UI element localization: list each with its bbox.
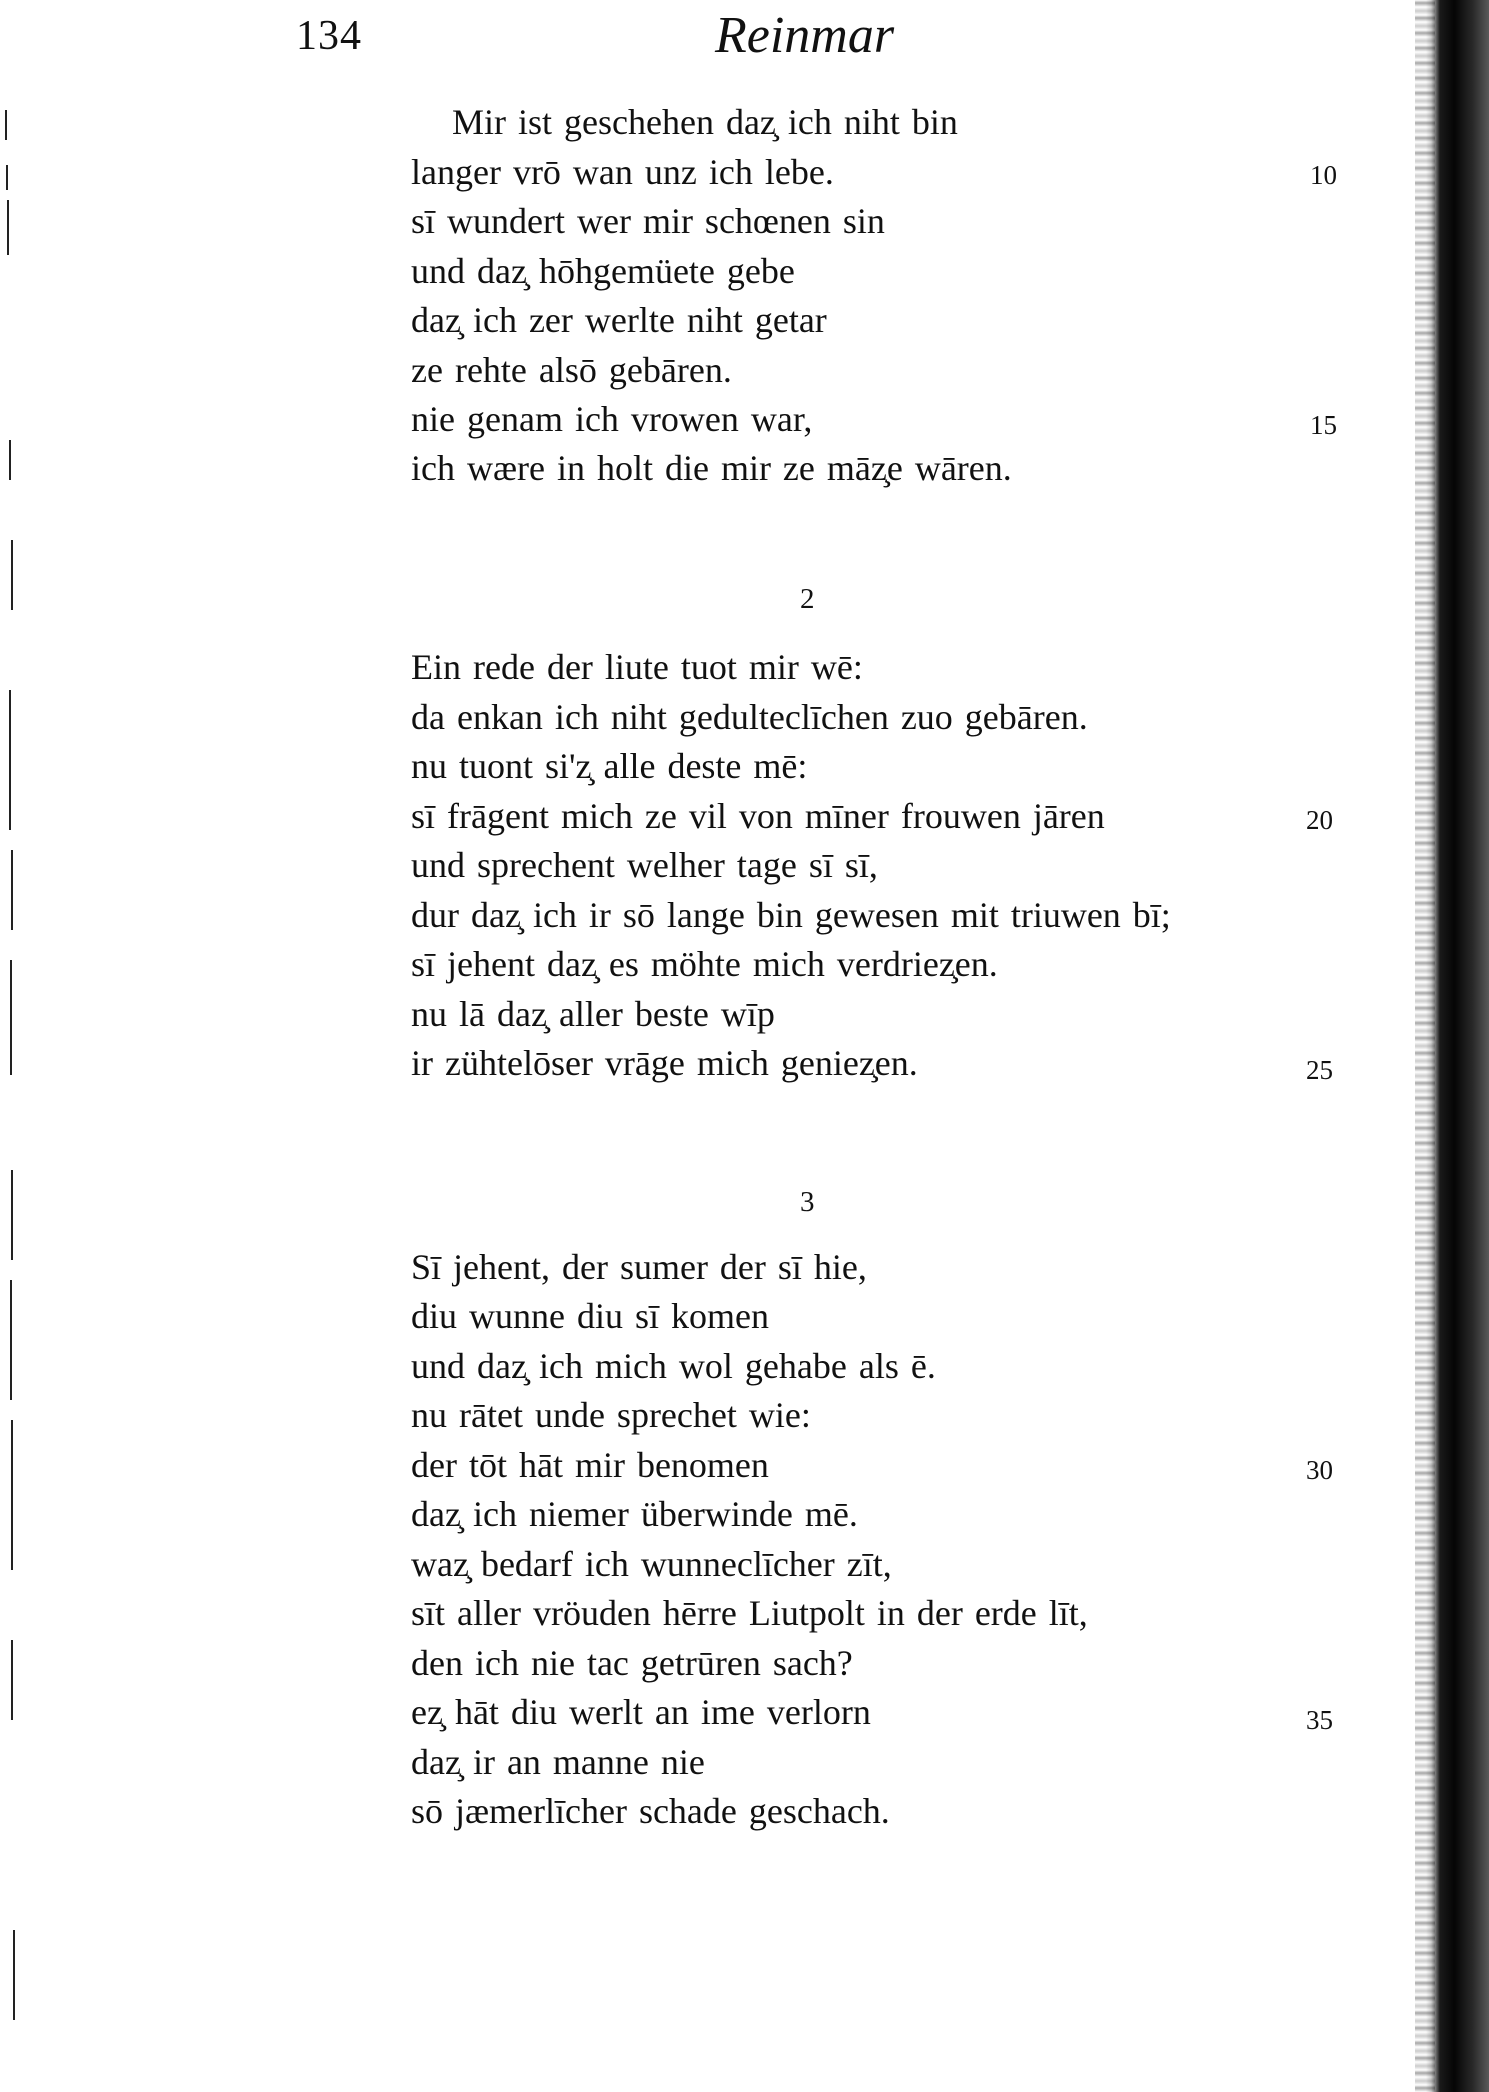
verse-line: und daz̧ hōhgemüete gebe xyxy=(411,251,795,291)
verse-line: Ein rede der liute tuot mir wē: xyxy=(411,647,863,687)
verse-line: ze rehte alsō gebāren. xyxy=(411,350,732,390)
verse-line: da enkan ich niht gedulteclīchen zuo gebāren. xyxy=(411,697,1088,737)
section-number: 3 xyxy=(800,1186,815,1218)
verse-line: der tōt hāt mir benomen xyxy=(411,1445,769,1485)
verse-line: daz̧ ich niemer überwinde mē. xyxy=(411,1494,858,1534)
verse-line: ir zühtelōser vrāge mich geniez̧en. xyxy=(411,1043,918,1083)
section-number: 2 xyxy=(800,583,815,615)
left-margin-scan-specks xyxy=(0,0,30,2092)
binding-edge-texture xyxy=(1415,0,1435,2092)
verse-line: den ich nie tac getrūren sach? xyxy=(411,1643,853,1683)
binding-shadow xyxy=(1426,0,1489,2092)
verse-line: sī wundert wer mir schœnen sin xyxy=(411,201,885,241)
verse-line: langer vrō wan unz ich lebe. xyxy=(411,152,834,192)
line-number: 25 xyxy=(1306,1055,1333,1085)
line-number: 30 xyxy=(1306,1455,1333,1485)
verse-line: daz̧ ir an manne nie xyxy=(411,1742,705,1782)
line-number: 35 xyxy=(1306,1705,1333,1735)
verse-line: Sī jehent, der sumer der sī hie, xyxy=(411,1247,867,1287)
verse-line: sō jæmerlīcher schade geschach. xyxy=(411,1791,890,1831)
page-number: 134 xyxy=(296,13,362,59)
verse-line: nie genam ich vrowen war, xyxy=(411,399,813,439)
verse-line: und sprechent welher tage sī sī, xyxy=(411,845,878,885)
running-head: Reinmar xyxy=(715,7,895,64)
line-number: 20 xyxy=(1306,805,1333,835)
verse-line: sī jehent daz̧ es möhte mich verdriez̧en. xyxy=(411,944,998,984)
line-number: 15 xyxy=(1310,410,1337,440)
verse-line: Mir ist geschehen daz̧ ich niht bin xyxy=(452,102,958,142)
verse-line: waz̧ bedarf ich wunneclīcher zīt, xyxy=(411,1544,892,1584)
verse-line: dur daz̧ ich ir sō lange bin gewesen mit triuwen bī; xyxy=(411,895,1171,935)
verse-line: nu lā daz̧ aller beste wīp xyxy=(411,994,775,1034)
verse-line: nu tuont si'z̧ alle deste mē: xyxy=(411,746,808,786)
verse-line: und daz̧ ich mich wol gehabe als ē. xyxy=(411,1346,936,1386)
line-number: 10 xyxy=(1310,160,1337,190)
verse-line: ez̧ hāt diu werlt an ime verlorn xyxy=(411,1692,871,1732)
verse-line: diu wunne diu sī komen xyxy=(411,1296,769,1336)
verse-line: nu rātet unde sprechet wie: xyxy=(411,1395,811,1435)
verse-line: daz̧ ich zer werlte niht getar xyxy=(411,300,827,340)
verse-line: sī frāgent mich ze vil von mīner frouwen jāren xyxy=(411,796,1105,836)
verse-line: ich wære in holt die mir ze māz̧e wāren. xyxy=(411,448,1012,488)
verse-line: sīt aller vröuden hērre Liutpolt in der erde līt, xyxy=(411,1593,1088,1633)
